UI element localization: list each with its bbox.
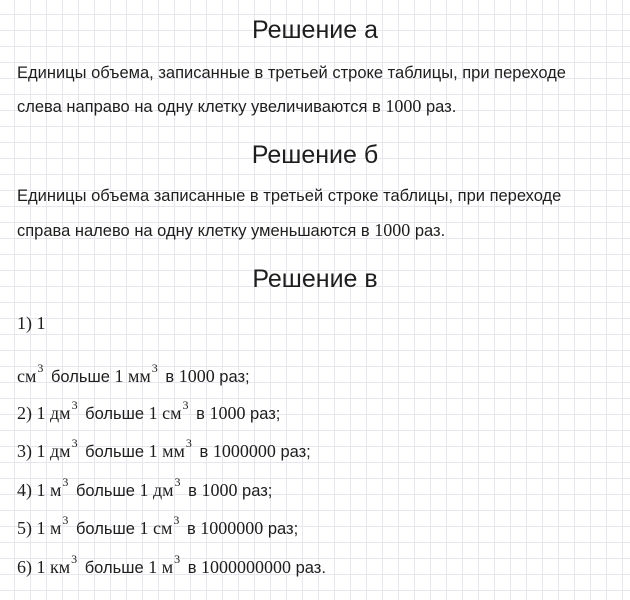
heading-solution-a: Решение а <box>252 16 378 44</box>
exponent-1: 3 <box>71 436 78 450</box>
word-more: больше <box>80 559 149 577</box>
factor: 1000 <box>209 403 246 423</box>
word-more: больше <box>80 405 149 423</box>
item-prefix: 4) 1 <box>17 480 50 500</box>
suffix: раз; <box>214 368 250 386</box>
paragraph-a-line-2 <box>17 96 456 117</box>
unit-2: дм <box>152 480 174 500</box>
suffix: раз. <box>291 559 326 577</box>
number-1: 1 <box>114 366 128 386</box>
unit-2: см <box>162 403 182 423</box>
suffix: раз; <box>275 443 311 461</box>
word-more: больше <box>71 520 140 538</box>
factor: 1000000 <box>212 441 276 461</box>
answer-line-1-text: 1) 1 <box>17 313 46 333</box>
factor: 1000000 <box>200 518 264 538</box>
answer-line-4 <box>17 475 273 501</box>
word-v: в <box>182 520 201 538</box>
word-v: в <box>191 405 210 423</box>
exponent-2: 3 <box>173 513 180 527</box>
item-prefix: 3) 1 <box>17 441 50 461</box>
suffix: раз; <box>263 520 299 538</box>
number-1: 1 <box>148 441 163 461</box>
number-1: 1 <box>139 480 153 500</box>
paragraph-a-line-1: Единицы объема, записанные в третьей строке таблицы, при переходе <box>17 64 566 82</box>
exponent-1: 3 <box>62 513 69 527</box>
word-v: в <box>183 559 202 577</box>
answer-line-6 <box>17 552 326 578</box>
unit-1: м <box>50 480 62 500</box>
answer-line-5 <box>17 513 299 539</box>
heading-solution-c: Решение в <box>252 265 378 293</box>
word-v: в <box>160 368 179 386</box>
answer-line-2 <box>17 398 281 424</box>
unit-2: см <box>152 518 173 538</box>
word-more: больше <box>80 443 149 461</box>
paragraph-a-suffix: раз. <box>421 98 457 116</box>
heading-solution-b: Решение б <box>251 141 379 169</box>
paragraph-b-text: справа налево на одну клетку уменьшаются в <box>17 222 375 240</box>
answer-line-3 <box>17 436 311 462</box>
answer-line-1 <box>17 313 46 334</box>
word-v: в <box>183 482 202 500</box>
paragraph-b-number: 1000 <box>374 220 411 240</box>
unit-1: дм <box>50 403 71 423</box>
unit-1: км <box>50 557 71 577</box>
exponent-2: 3 <box>174 475 181 489</box>
exponent-2: 3 <box>185 436 192 450</box>
word-more: больше <box>46 368 115 386</box>
paragraph-b-line-1: Единицы объема записанные в третьей строке таблицы, при переходе <box>17 187 562 205</box>
factor: 1000000000 <box>201 557 292 577</box>
factor: 1000 <box>178 366 215 386</box>
number-1: 1 <box>139 518 153 538</box>
exponent-1: 3 <box>71 552 78 566</box>
number-1: 1 <box>148 403 163 423</box>
item-prefix: 5) 1 <box>17 518 50 538</box>
suffix: раз; <box>237 482 273 500</box>
exponent-1: 3 <box>62 475 69 489</box>
item-prefix: 2) 1 <box>17 403 50 423</box>
unit-2: м <box>161 557 174 577</box>
word-v: в <box>194 443 213 461</box>
exponent-2: 3 <box>182 398 189 412</box>
unit-2: мм <box>162 441 185 461</box>
paragraph-b-suffix: раз. <box>410 222 446 240</box>
exponent-1: 3 <box>37 361 44 375</box>
exponent-1: 3 <box>71 398 78 412</box>
exponent-2: 3 <box>151 361 158 375</box>
item-prefix: 6) 1 <box>17 557 50 577</box>
factor: 1000 <box>201 480 238 500</box>
paragraph-b-line-2 <box>17 220 445 241</box>
paragraph-a-text: слева направо на одну клетку увеличиваются в <box>17 98 386 116</box>
unit-1: м <box>50 518 62 538</box>
exponent-2: 3 <box>174 552 181 566</box>
unit-2: мм <box>127 366 151 386</box>
unit-1: дм <box>50 441 71 461</box>
paragraph-a-number: 1000 <box>385 96 422 116</box>
suffix: раз; <box>245 405 281 423</box>
number-1: 1 <box>148 557 162 577</box>
unit-1: см <box>17 366 37 386</box>
answer-line-1-continued <box>17 361 250 387</box>
word-more: больше <box>71 482 140 500</box>
